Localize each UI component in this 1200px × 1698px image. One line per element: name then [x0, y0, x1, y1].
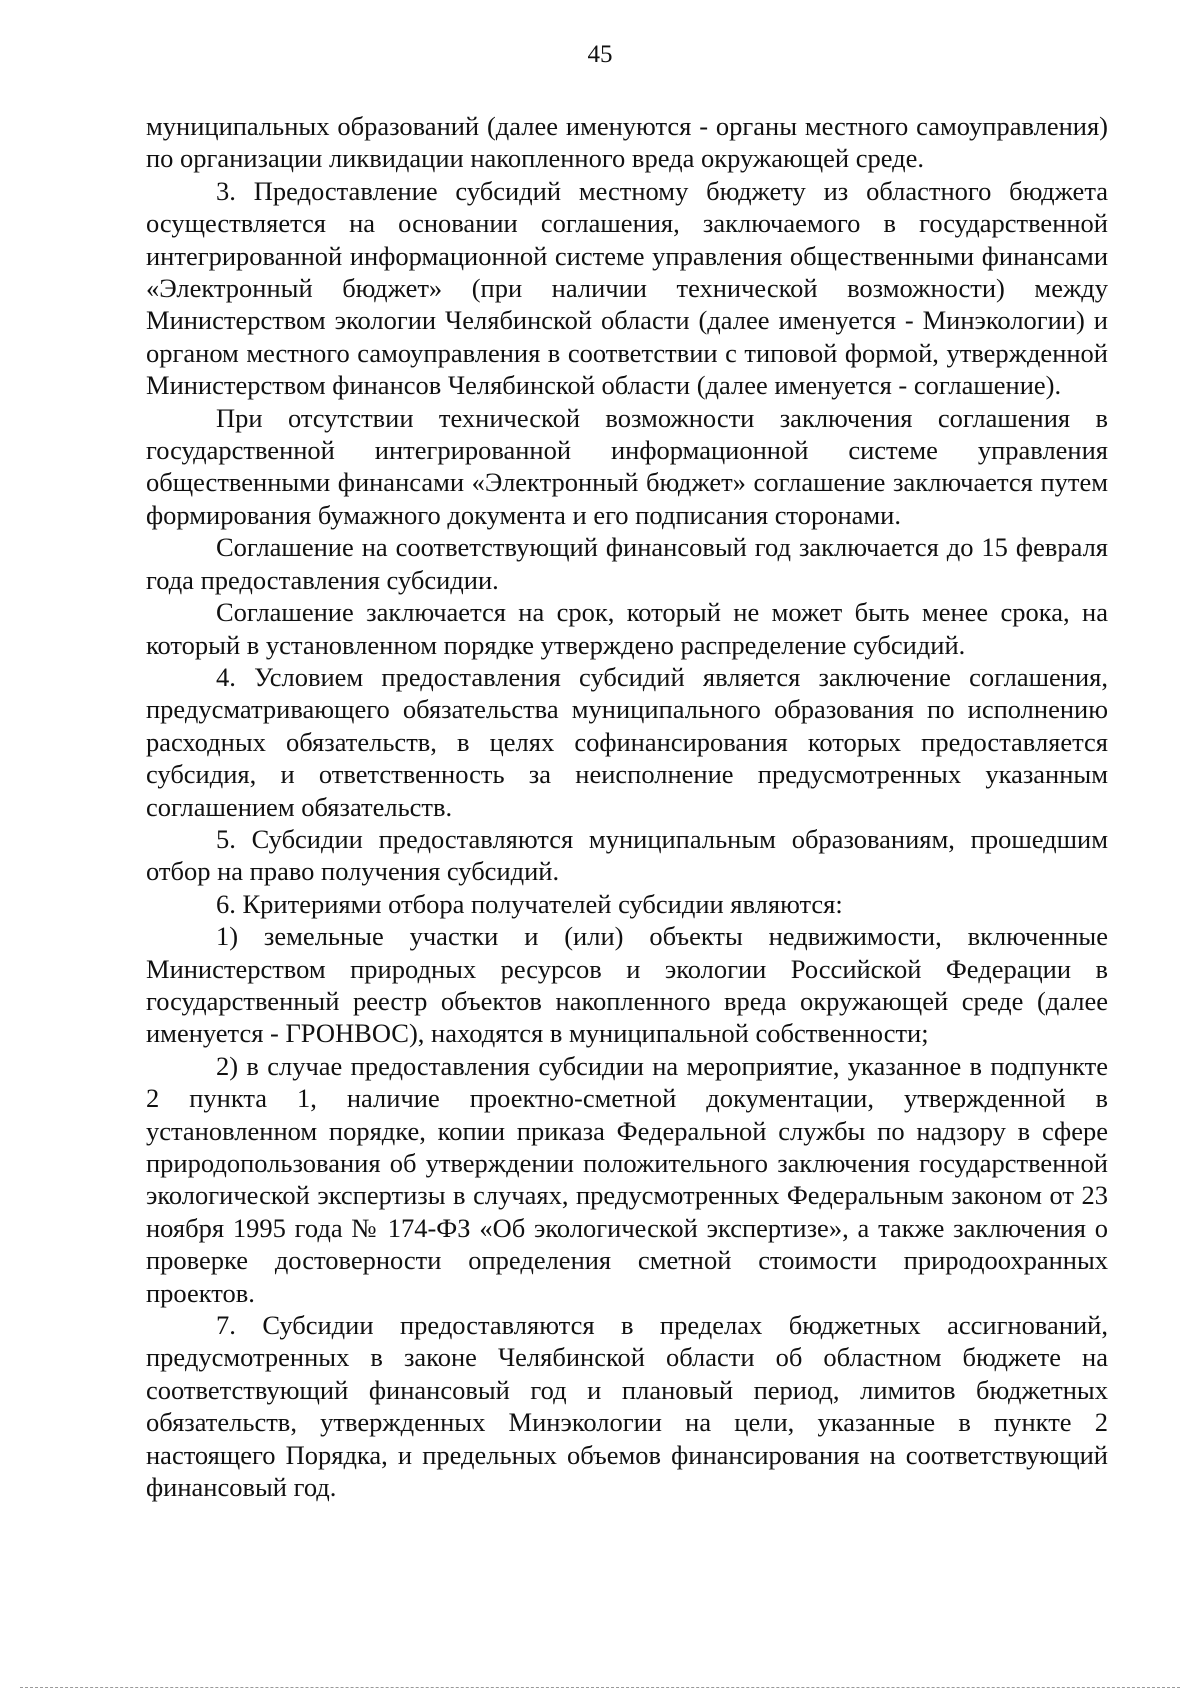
paragraph-agreement-term: Соглашение заключается на срок, который не может быть менее срока, на который в установленном порядке утверждено распределение субсидий.	[146, 597, 1108, 660]
paragraph-continuation: муниципальных образований (далее именуются - органы местного самоуправления) по организации ликвидации накопленного вреда окружающей среде.	[146, 111, 1108, 174]
paragraph-criterion-2: 2) в случае предоставления субсидии на мероприятие, указанное в подпункте 2 пункта 1, наличие проектно-сметной документации, утвержденной в установленном порядке, копии приказа Федеральной службы по надзору в сфере природопользования об утверждении положительного заключения государственной экологической экспертизы в случаях, предусмотренных Федеральным законом от 23 ноября 1995 года № 174-ФЗ «Об экологической экспертизе», а также заключения о проверке достоверности определения сметной стоимости природоохранных проектов.	[146, 1050, 1108, 1308]
page-bottom-divider	[20, 1687, 1180, 1688]
paragraph-item-5: 5. Субсидии предоставляются муниципальным образованиям, прошедшим отбор на право получения субсидий.	[146, 823, 1108, 887]
document-body	[146, 110, 1108, 1503]
paragraph-criterion-1: 1) земельные участки и (или) объекты недвижимости, включенные Министерством природных ресурсов и экологии Российской Федерации в государственный реестр объектов накопленного вреда окружающей среде (далее именуется - ГРОНВОС), находятся в муниципальной собственности;	[146, 921, 1108, 1049]
paragraph-no-technical-possibility: При отсутствии технической возможности заключения соглашения в государственной интегрированной информационной системе управления общественными финансами «Электронный бюджет» соглашение заключается путем формирования бумажного документа и его подписания сторонами.	[146, 402, 1108, 530]
paragraph-agreement-deadline: Соглашение на соответствующий финансовый год заключается до 15 февраля года предоставления субсидии.	[146, 532, 1108, 595]
paragraph-item-3: 3. Предоставление субсидий местному бюджету из областного бюджета осуществляется на основании соглашения, заключаемого в государственной интегрированной информационной системе управления общественными финансами «Электронный бюджет» (при наличии технической возможности) между Министерством экологии Челябинской области (далее именуется - Минэкологии) и органом местного самоуправления в соответствии с типовой формой, утвержденной Министерством финансов Челябинской области (далее именуется - соглашение).	[146, 175, 1108, 401]
paragraph-item-4: 4. Условием предоставления субсидий является заключение соглашения, предусматривающего обязательства муниципального образования по исполнению расходных обязательств, в целях софинансирования которых предоставляется субсидия, и ответственность за неисполнение предусмотренных указанным соглашением обязательств.	[146, 661, 1108, 822]
paragraph-item-6: 6. Критериями отбора получателей субсидии являются:	[216, 888, 843, 919]
page-number: 45	[587, 41, 613, 68]
paragraph-item-7: 7. Субсидии предоставляются в пределах бюджетных ассигнований, предусмотренных в законе Челябинской области об областном бюджете на соответствующий финансовый год и плановый период, лимитов бюджетных обязательств, утвержденных Минэкологии на цели, указанные в пункте 2 настоящего Порядка, и предельных объемов финансирования на соответствующий финансовый год.	[146, 1310, 1108, 1503]
